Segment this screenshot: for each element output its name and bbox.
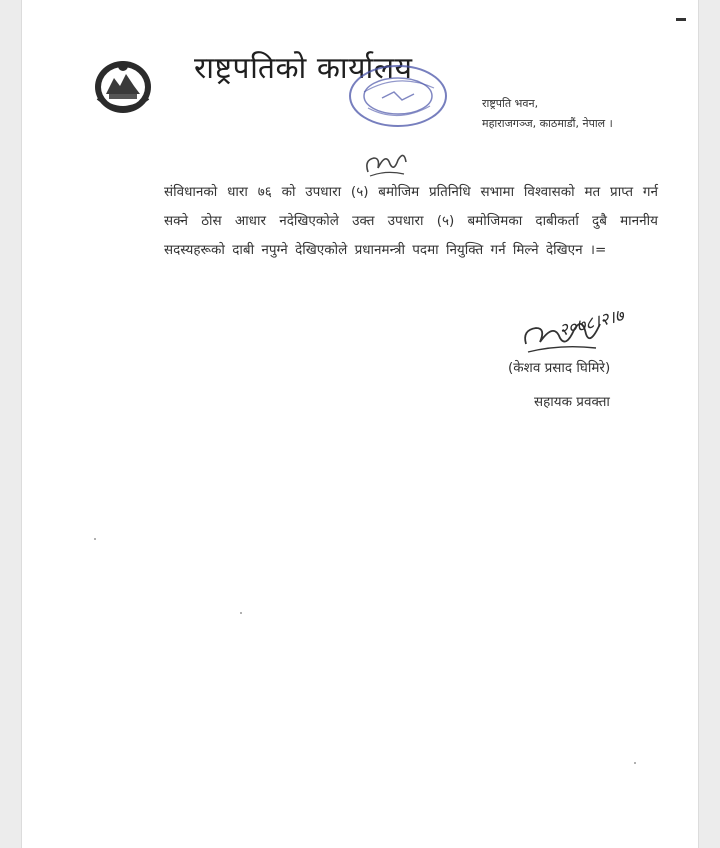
paper-speck: [240, 612, 242, 614]
paper-speck: [94, 538, 96, 540]
national-emblem-icon: [92, 54, 154, 116]
signer-title: सहायक प्रवक्ता: [534, 394, 610, 410]
corner-mark: [676, 18, 686, 21]
statement-paragraph: संविधानको धारा ७६ को उपधारा (५) बमोजिम प्रतिनिधि सभामा विश्वासको मत प्राप्त गर्न सक्ने ठोस आधार नदेखिएकोले उक्त उपधारा (५) बमोजिमका दाबीकर्ता दुबै माननीय सदस्यहरूको दाबी नपुग्ने देखिएकोले प्रधानमन्त्री पदमा नियुक्ति गर्न मिल्ने देखिएन ।=: [164, 184, 658, 258]
address-line: महाराजगञ्ज, काठमाडौं, नेपाल ।: [482, 117, 613, 130]
office-address: [482, 94, 613, 134]
document-page: [22, 0, 698, 848]
paper-speck: [634, 762, 636, 764]
office-stamp: [342, 58, 454, 134]
signature-date: २०७८।२।७: [557, 305, 626, 341]
signer-name: (केशव प्रसाद घिमिरे): [508, 360, 611, 376]
address-line: राष्ट्रपति भवन,: [482, 97, 539, 110]
handwritten-initial: [360, 148, 412, 182]
office-title: राष्ट्रपतिको कार्यालय: [194, 51, 413, 86]
